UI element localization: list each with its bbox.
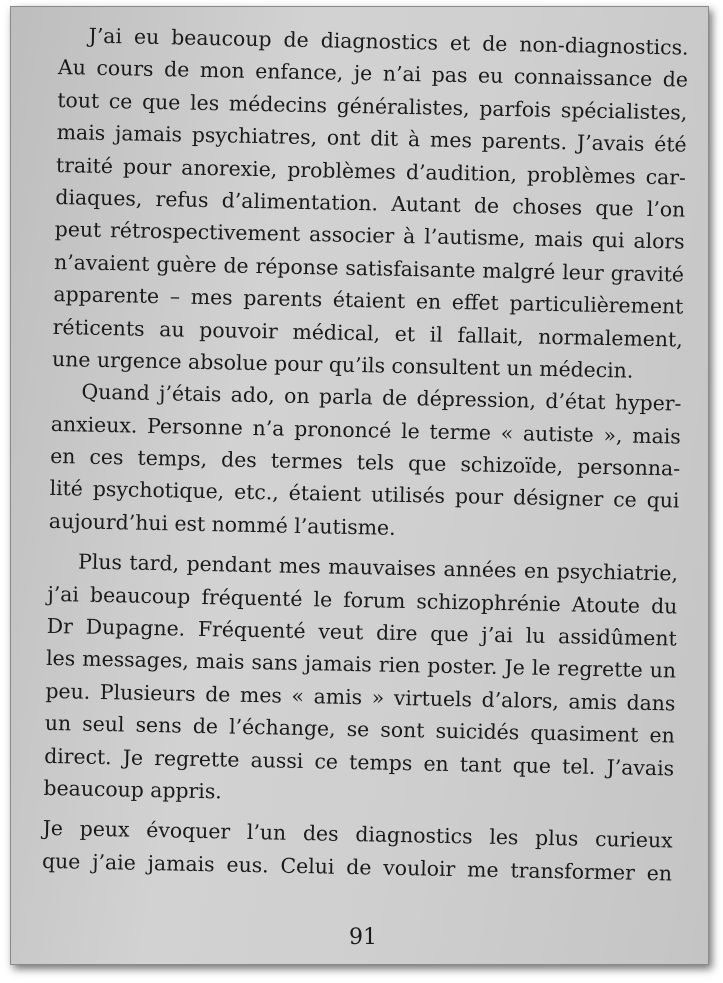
text-line: aujourd’hui est nommé l’autisme.	[48, 508, 396, 540]
text-line: Au cours de mon enfance, je n’ai pas eu connaissance de	[57, 55, 689, 93]
text-line: que j’aie jamais eus. Celui de vouloir me transformer en	[41, 848, 673, 886]
text-line: en ces temps, des termes tels que schizoïde, personna-	[49, 443, 681, 481]
text-line: n’avaient guère de réponse satisfaisante malgré leur gravité	[53, 249, 685, 287]
text-line: les messages, mais sans jamais rien poster. Je le regrette un	[45, 646, 677, 683]
text-line: mais jamais psychiatres, ont dit à mes parents. J’avais été	[56, 120, 687, 157]
text-line: Plus tard, pendant mes mauvaises années en psychiatrie,	[77, 549, 679, 586]
text-line: apparente – mes parents étaient en effet particulièrement	[53, 282, 684, 319]
text-line: direct. Je regrette aussi ce temps en tant que tel. J’avais	[43, 743, 675, 781]
text-line: diaques, refus d’alimentation. Autant de choses que l’on	[55, 184, 686, 222]
text-line: lité psychotique, etc., étaient utilisés pour désigner ce qui	[49, 476, 680, 514]
text-line: Quand j’étais ado, on parla de dépression, d’état hyper-	[81, 379, 682, 416]
text-line: un seul sens de l’échange, se sont suicidés quasiment en	[44, 711, 675, 748]
text-line: peut rétrospectivement associer à l’autisme, mais qui alors	[54, 217, 685, 254]
text-line: j’ai beaucoup fréquenté le forum schizophrénie Atoute du	[47, 581, 678, 619]
text-line: une urgence absolue pour qu’ils consultent un médecin.	[51, 346, 634, 383]
text-line: peu. Plusieurs de mes « amis » virtuels d’alors, amis dans	[45, 678, 676, 716]
text-line: beaucoup appris.	[43, 775, 223, 804]
text-line: anxieux. Personne n’a prononcé le terme « autiste », mais	[50, 411, 681, 449]
text-line: Je peux évoquer l’un des diagnostics les plus curieux	[42, 816, 673, 853]
text-line: réticents au pouvoir médical, et il fallait, normalement,	[52, 314, 683, 352]
text-line: Dr Dupagne. Fréquenté veut dire que j’ai lu assidûment	[46, 613, 677, 651]
page-body-text	[42, 19, 689, 890]
text-line: J’ai eu beaucoup de diagnostics et de non-diagnostics.	[88, 23, 689, 60]
text-line: traité pour anorexie, problèmes d’audition, problèmes car-	[55, 152, 687, 190]
page-number: 91	[349, 925, 377, 950]
text-line: tout ce que les médecins généralistes, parfois spécialistes,	[57, 87, 688, 125]
book-page	[10, 6, 709, 965]
